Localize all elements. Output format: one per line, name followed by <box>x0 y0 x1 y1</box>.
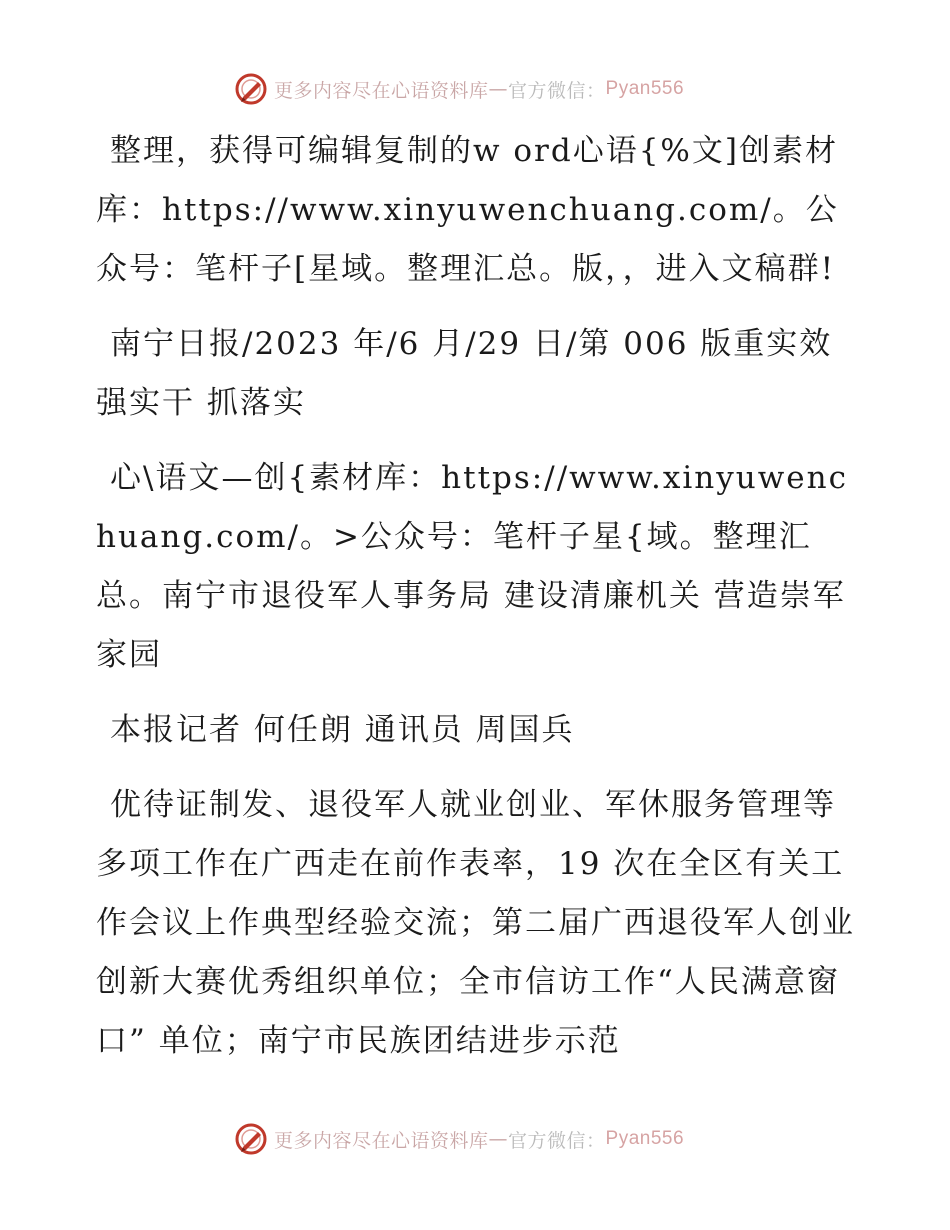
banner-dash: — <box>488 78 509 100</box>
banner-wechat-id: Pyan556 <box>605 1128 685 1149</box>
document-body <box>96 122 856 1087</box>
banner-slogan: 更多内容尽在心语资料库 <box>274 1129 489 1152</box>
paragraph-achievements: 优待证制发、退役军人就业创业、军休服务管理等多项工作在广西走在前作表率，19 次在全区有关工作会议上作典型经验交流；第二届广西退役军人创业创新大赛优秀组织单位；全市信访工作“人民满意窗口” 单位；南宁市民族团结进步示范 <box>96 787 855 1059</box>
header-banner <box>234 72 734 106</box>
pen-circle-logo-icon <box>234 1122 268 1156</box>
banner-wechat-id: Pyan556 <box>605 78 685 99</box>
paragraph-byline: 本报记者 何任朗 通讯员 周国兵 <box>110 712 575 748</box>
banner-dash: — <box>488 1128 509 1150</box>
paragraph-article-title: 心\语文—创{素材库：https://www.xinyuwenchuang.com/。>公众号：笔杆子星{域。整理汇总。南宁市退役军人事务局 建设清廉机关 营造崇军家园 <box>96 460 848 673</box>
banner-wechat-label: 官方微信： <box>508 1129 606 1152</box>
paragraph-source-notice: 整理，获得可编辑复制的w ord心语{%文]创素材库：https://www.xinyuwenchuang.com/。公众号：笔杆子[星域。整理汇总。版，，进入文稿群! <box>96 133 839 287</box>
banner-wechat-label: 官方微信： <box>508 79 606 102</box>
paragraph-publication-line: 南宁日报/2023 年/6 月/29 日/第 006 版重实效强实干 抓落实 <box>96 326 833 421</box>
footer-banner <box>234 1122 734 1156</box>
pen-circle-logo-icon <box>234 72 268 106</box>
banner-slogan: 更多内容尽在心语资料库 <box>274 79 489 102</box>
